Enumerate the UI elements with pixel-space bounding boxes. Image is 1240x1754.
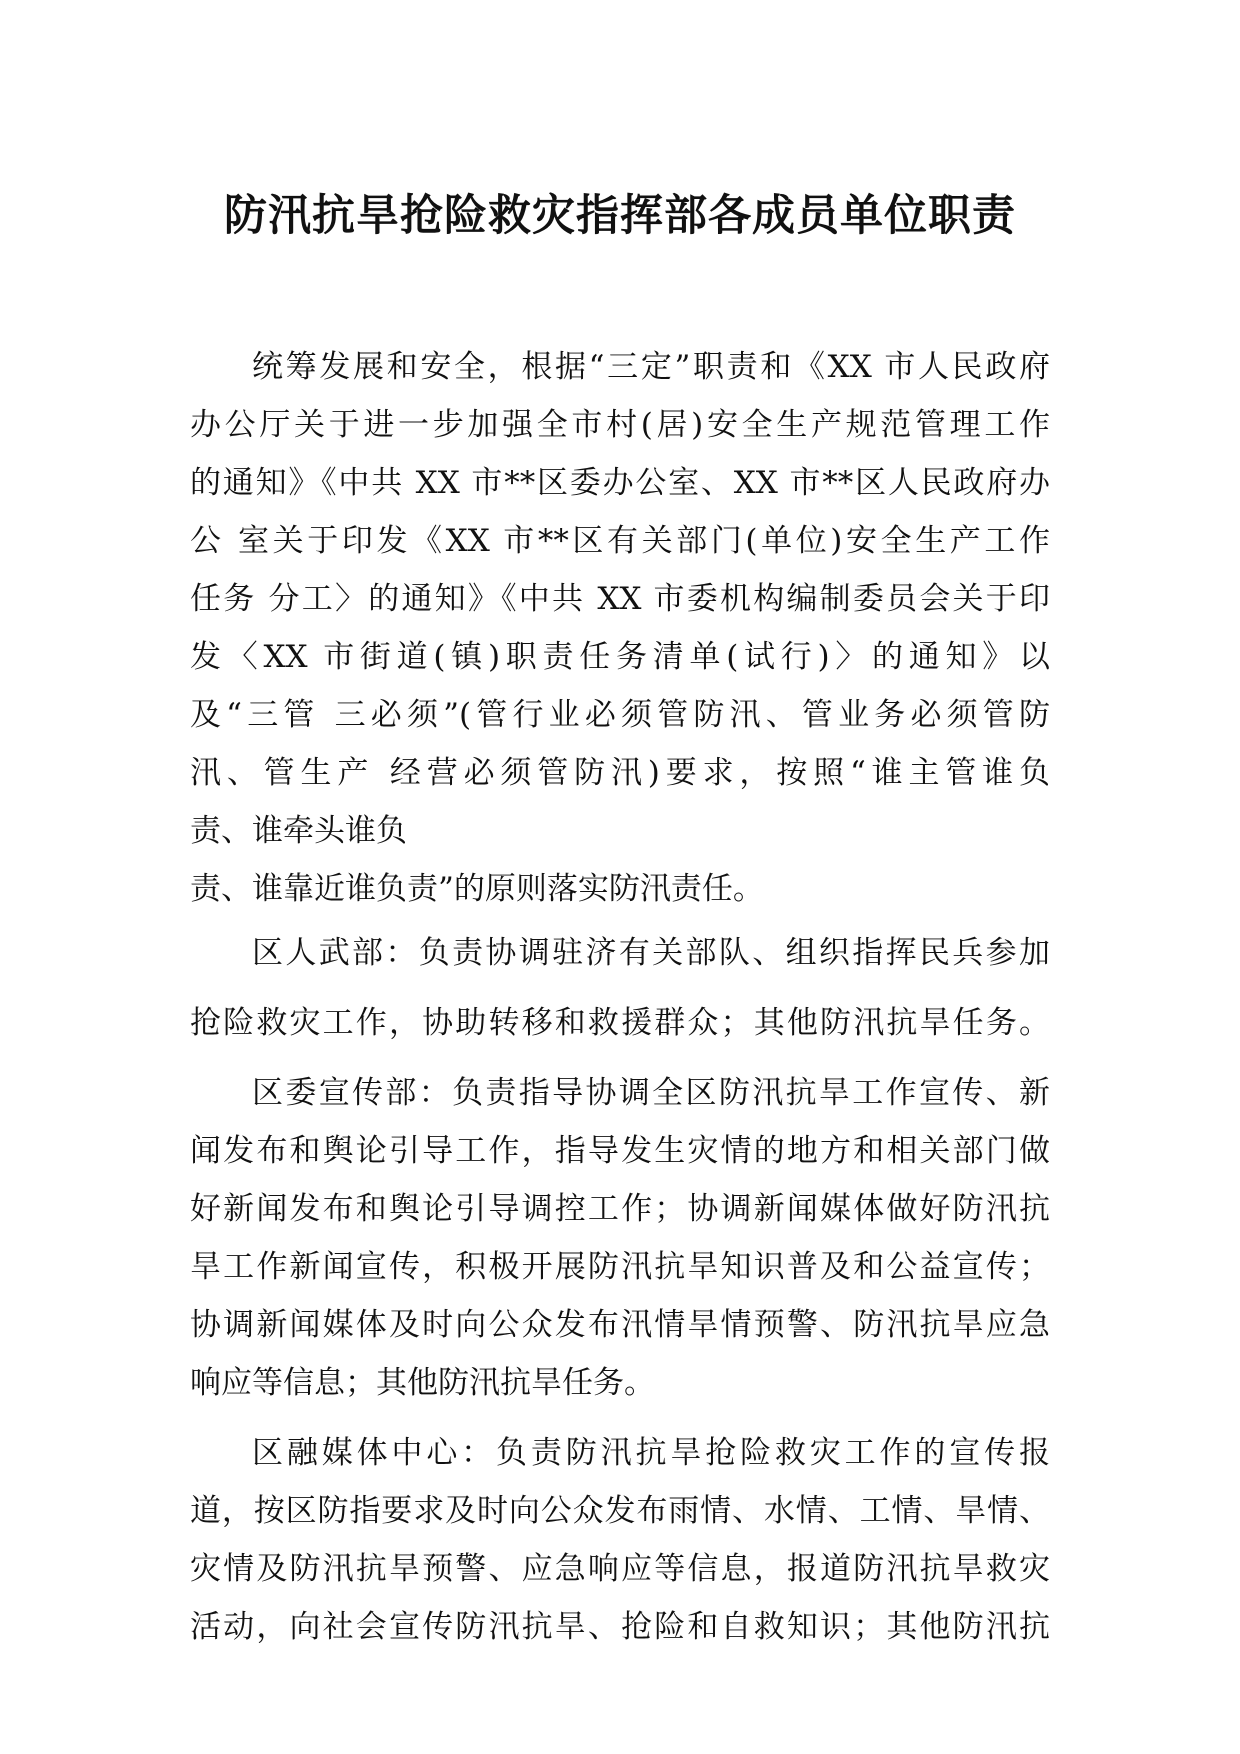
document-title: 防汛抗旱抢险救灾指挥部各成员单位职责 [224,191,1016,241]
paragraph-line: 公 室关于印发《XX 市**区有关部门(单位)安全生产工作 [190,523,1050,559]
paragraph-line: 协调新闻媒体及时向公众发布汛情旱情预警、防汛抗旱应急 [190,1307,1050,1343]
paragraph-line: 响应等信息；其他防汛抗旱任务。 [190,1365,655,1401]
paragraph-intro [190,338,1050,918]
paragraph-line: 及“三管 三必须”(管行业必须管防汛、管业务必须管防 [190,697,1050,733]
paragraph-line: 办公厅关于进一步加强全市村(居)安全生产规范管理工作 [190,407,1050,443]
document-body [190,338,1050,1656]
paragraph-line: 统筹发展和安全，根据“三定”职责和《XX 市人民政府 [252,349,1050,385]
paragraph-line: 责、谁靠近谁负责”的原则落实防汛责任。 [190,871,764,907]
paragraph-line: 的通知》《中共 XX 市**区委办公室、XX 市**区人民政府办 [190,465,1050,501]
paragraph-line: 好新闻发布和舆论引导调控工作；协调新闻媒体做好防汛抗 [190,1191,1050,1227]
paragraph-publicity [190,1064,1050,1412]
paragraph-line: 旱工作新闻宣传，积极开展防汛抗旱知识普及和公益宣传； [190,1249,1050,1285]
paragraph-line: 发〈XX 市街道(镇)职责任务清单(试行)〉的通知》以 [190,639,1050,675]
paragraph-line: 汛、管生产 经营必须管防汛)要求，按照“谁主管谁负 [190,755,1050,791]
paragraph-line: 责、谁牵头谁负 [190,813,407,849]
paragraph-line: 区人武部：负责协调驻济有关部队、组织指挥民兵参加 [252,935,1050,971]
paragraph-line: 道，按区防指要求及时向公众发布雨情、水情、工情、旱情、 [190,1493,1050,1529]
paragraph-line: 区融媒体中心：负责防汛抗旱抢险救灾工作的宣传报 [252,1435,1050,1471]
paragraph-line: 区委宣传部：负责指导协调全区防汛抗旱工作宣传、新 [252,1075,1050,1111]
paragraph-media-center [190,1424,1050,1656]
paragraph-line: 灾情及防汛抗旱预警、应急响应等信息，报道防汛抗旱救灾 [190,1551,1050,1587]
paragraph-line: 活动，向社会宣传防汛抗旱、抢险和自救知识；其他防汛抗 [190,1609,1050,1645]
paragraph-line: 闻发布和舆论引导工作，指导发生灾情的地方和相关部门做 [190,1133,1050,1169]
paragraph-armed-forces [190,924,1050,1052]
paragraph-line: 抢险救灾工作，协助转移和救援群众；其他防汛抗旱任务。 [190,1005,1050,1041]
paragraph-line: 任务 分工〉的通知》《中共 XX 市委机构编制委员会关于印 [190,581,1050,617]
